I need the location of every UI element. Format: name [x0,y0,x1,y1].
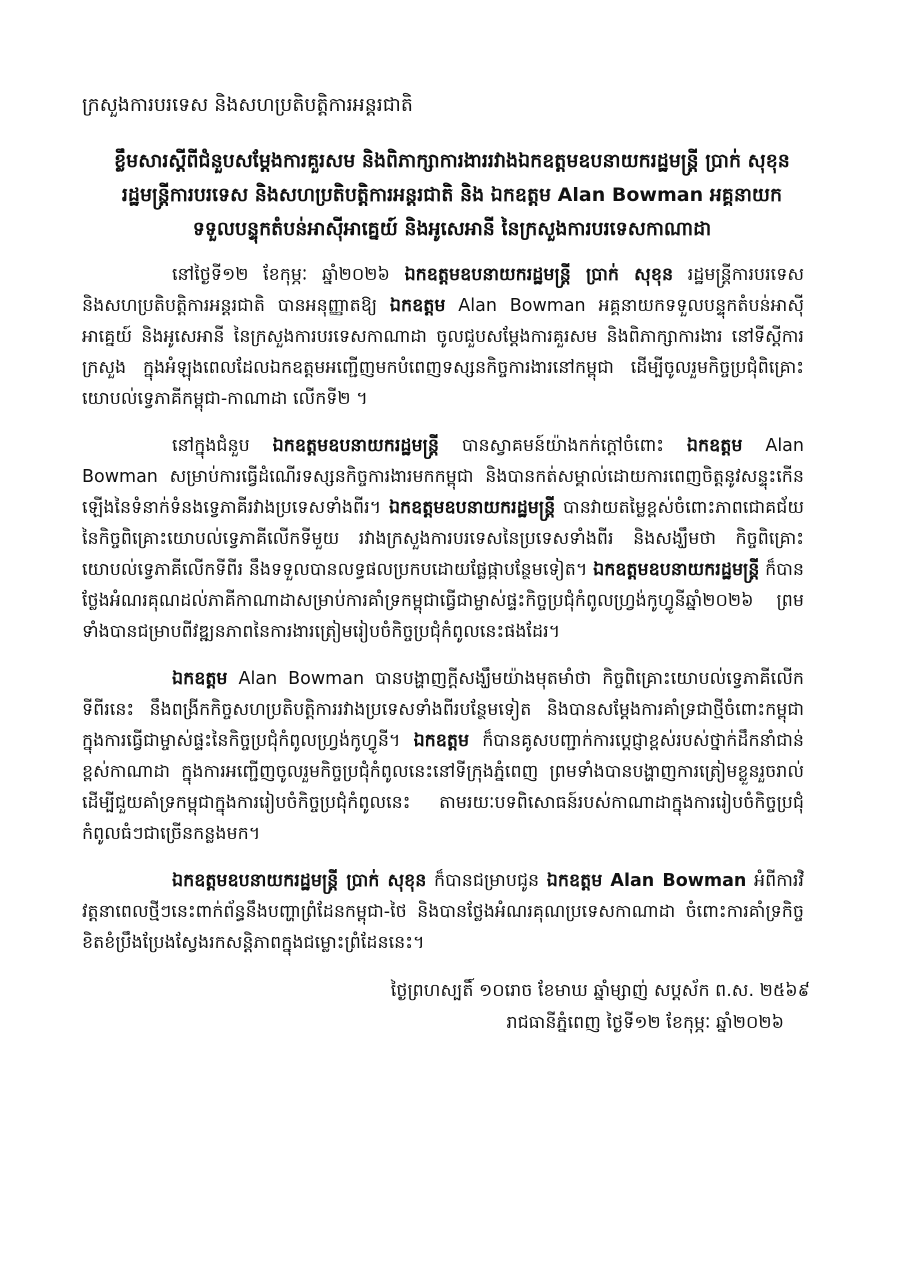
p4-bold-a: ឯកឧត្តមឧបនាយករដ្ឋមន្ត្រី ប្រាក់ សុខុន [172,871,427,891]
p1-text-a: នៅថ្ងៃទី១២ ខែកុម្ភៈ ឆ្នាំ២០២៦ [172,265,405,285]
p2-bold-b: ឯកឧត្តមឧបនាយករដ្ឋមន្ត្រី [272,436,439,456]
p1-text-c: រដ្ឋមន្ត្រីការបរទេស និងសហប្រតិបត្តិការអន្តរជាតិ បានអនុញ្ញាតឱ្យ [82,265,804,316]
p2-text-e: Alan Bowman សម្រាប់ការធ្វើដំណើរទស្សនកិច្ចការងារមកកម្ពុជា និងបានកត់សម្គាល់ដោយការពេញចិត្តនូវសន្ទុះកើនឡើងនៃទំនាក់ទំនងទ្វេភាគីរវាងប្រទេសទាំងពីរ។ [82,436,804,518]
p3-bold-c: ឯកឧត្តម [413,731,470,751]
p3-bold-a: ឯកឧត្តម [172,669,228,689]
headline-line-1: ខ្លឹមសារស្តីពីជំនួបសម្តែងការគួរសម និងពិភាក្សាការងាររវាងឯកឧត្តមឧបនាយករដ្ឋមន្ត្រី ប្រាក់ សុខុន [114,150,790,172]
p4-text-b: ក៏បានជម្រាបជូន [426,871,547,891]
p2-text-a: នៅក្នុងជំនួប [172,436,273,456]
p2-text-i: ក៏បានថ្លែងអំណរគុណដល់ភាគីកាណាដាសម្រាប់ការគាំទ្រកម្ពុជាធ្វើជាម្ចាស់ផ្ទះកិច្ចប្រជុំកំពូលហ្វ្រង់កូហ្វូនីឆ្នាំ២០២៦ ព្រមទាំងបានជម្រាបពីវឌ្ឍនភាពនៃការងារត្រៀមរៀបចំកិច្ចប្រជុំកំពូលនេះផងដែរ។ [82,560,804,642]
p3-text-b: Alan Bowman បានបង្ហាញក្តីសង្ឃឹមយ៉ាងមុតមាំថា កិច្ចពិគ្រោះយោបល់ទ្វេភាគីលើកទីពីរនេះ នឹងពង្រីកកិច្ចសហប្រតិបត្តិការរវាងប្រទេសទាំងពីរបន្ថែមទៀត និងបានសម្តែងការគាំទ្រជាថ្មីចំពោះកម្ពុជាក្នុងការធ្វើជាម្ចាស់ផ្ទះនៃកិច្ចប្រជុំកំពូលហ្វ្រង់កូហ្វូនី។ [82,669,804,751]
p2-text-g: បានវាយតម្លៃខ្ពស់ចំពោះភាពជោគជ័យនៃកិច្ចពិគ្រោះយោបល់ទ្វេភាគីលើកទីមួយ រវាងក្រសួងការបរទេសនៃប្រទេសទាំងពីរ និងសង្ឃឹមថា កិច្ចពិគ្រោះយោបល់ទ្វេភាគីលើកទីពីរ នឹងទទួលបានលទ្ធផលប្រកបដោយផ្លែផ្កាបន្ថែមទៀត។ [82,498,804,580]
paragraph-2 [82,431,804,648]
paragraph-1 [82,260,804,415]
p2-bold-h: ឯកឧត្តមឧបនាយករដ្ឋមន្ត្រី [593,560,760,580]
lunar-date: ថ្ងៃព្រហស្បតិ៍ ១០រោច ខែមាឃ ឆ្នាំម្សាញ់ សប្តស័ក ព.ស. ២៥៦៩ [390,981,810,1001]
solar-date: រាជធានីភ្នំពេញ ថ្ងៃទី១២ ខែកុម្ភៈ ឆ្នាំ២០២៦ [506,1013,784,1033]
p1-bold-d: ឯកឧត្តម [389,296,446,316]
paragraph-4 [82,866,804,959]
p2-bold-f: ឯកឧត្តមឧបនាយករដ្ឋមន្ត្រី [388,498,556,518]
p1-text-e: Alan Bowman អគ្គនាយកទទួលបន្ទុកតំបន់អាស៊ីអាគ្នេយ៍ និងអូសេអានី នៃក្រសួងការបរទេសកាណាដា ចូលជួបសម្តែងការគួរសម និងពិភាក្សាការងារ នៅទីស្តីការក្រសួង ក្នុងអំឡុងពេលដែលឯកឧត្តមអញ្ជើញមកបំពេញទស្សនកិច្ចការងារនៅកម្ពុជា ដើម្បីចូលរួមកិច្ចប្រជុំពិគ្រោះយោបល់ទ្វេភាគីកម្ពុជា-កាណាដា លើកទី២ ។ [82,296,804,409]
ministry-name: ក្រសួងការបរទេស និងសហប្រតិបត្តិការអន្តរជាតិ [82,94,413,116]
p2-bold-d: ឯកឧត្តម [686,436,743,456]
headline-line-3: ទទួលបន្ទុកតំបន់អាស៊ីអាគ្នេយ៍ និងអូសេអានី នៃក្រសួងការបរទេសកាណាដា [192,218,712,240]
p1-bold-b: ឯកឧត្តមឧបនាយករដ្ឋមន្ត្រី ប្រាក់ សុខុន [404,265,674,285]
p2-text-c: បានស្វាគមន៍យ៉ាងកក់ក្តៅចំពោះ [438,436,687,456]
p4-bold-c: ឯកឧត្តម Alan Bowman [546,871,747,891]
headline [80,144,824,246]
headline-line-2: រដ្ឋមន្ត្រីការបរទេស និងសហប្រតិបត្តិការអន្តរជាតិ និង ឯកឧត្តម Alan Bowman អគ្គនាយក [121,184,783,206]
paragraph-3 [82,664,804,850]
p4-text-d: អំពីការវិវត្តនាពេលថ្មីៗនេះពាក់ព័ន្ធនឹងបញ្ហាព្រំដែនកម្ពុជា-ថៃ និងបានថ្លែងអំណរគុណប្រទេសកាណាដា ចំពោះការគាំទ្រកិច្ចខិតខំប្រឹងប្រែងស្វែងរកសន្តិភាពក្នុងជម្លោះព្រំដែននេះ។ [82,871,804,953]
p3-text-d: ក៏បានគូសបញ្ជាក់ការប្តេជ្ញាខ្ពស់របស់ថ្នាក់ដឹកនាំជាន់ខ្ពស់កាណាដា ក្នុងការអញ្ជើញចូលរួមកិច្ចប្រជុំកំពូលនេះនៅទីក្រុងភ្នំពេញ ព្រមទាំងបានបង្ហាញការត្រៀមខ្លួនរួចរាល់ ដើម្បីជួយគាំទ្រកម្ពុជាក្នុងការរៀបចំកិច្ចប្រជុំកំពូលនេះ តាមរយៈបទពិសោធន៍របស់កាណាដាក្នុងការរៀបចំកិច្ចប្រជុំកំពូលធំៗជាច្រើនកន្លងមក។ [82,731,804,844]
